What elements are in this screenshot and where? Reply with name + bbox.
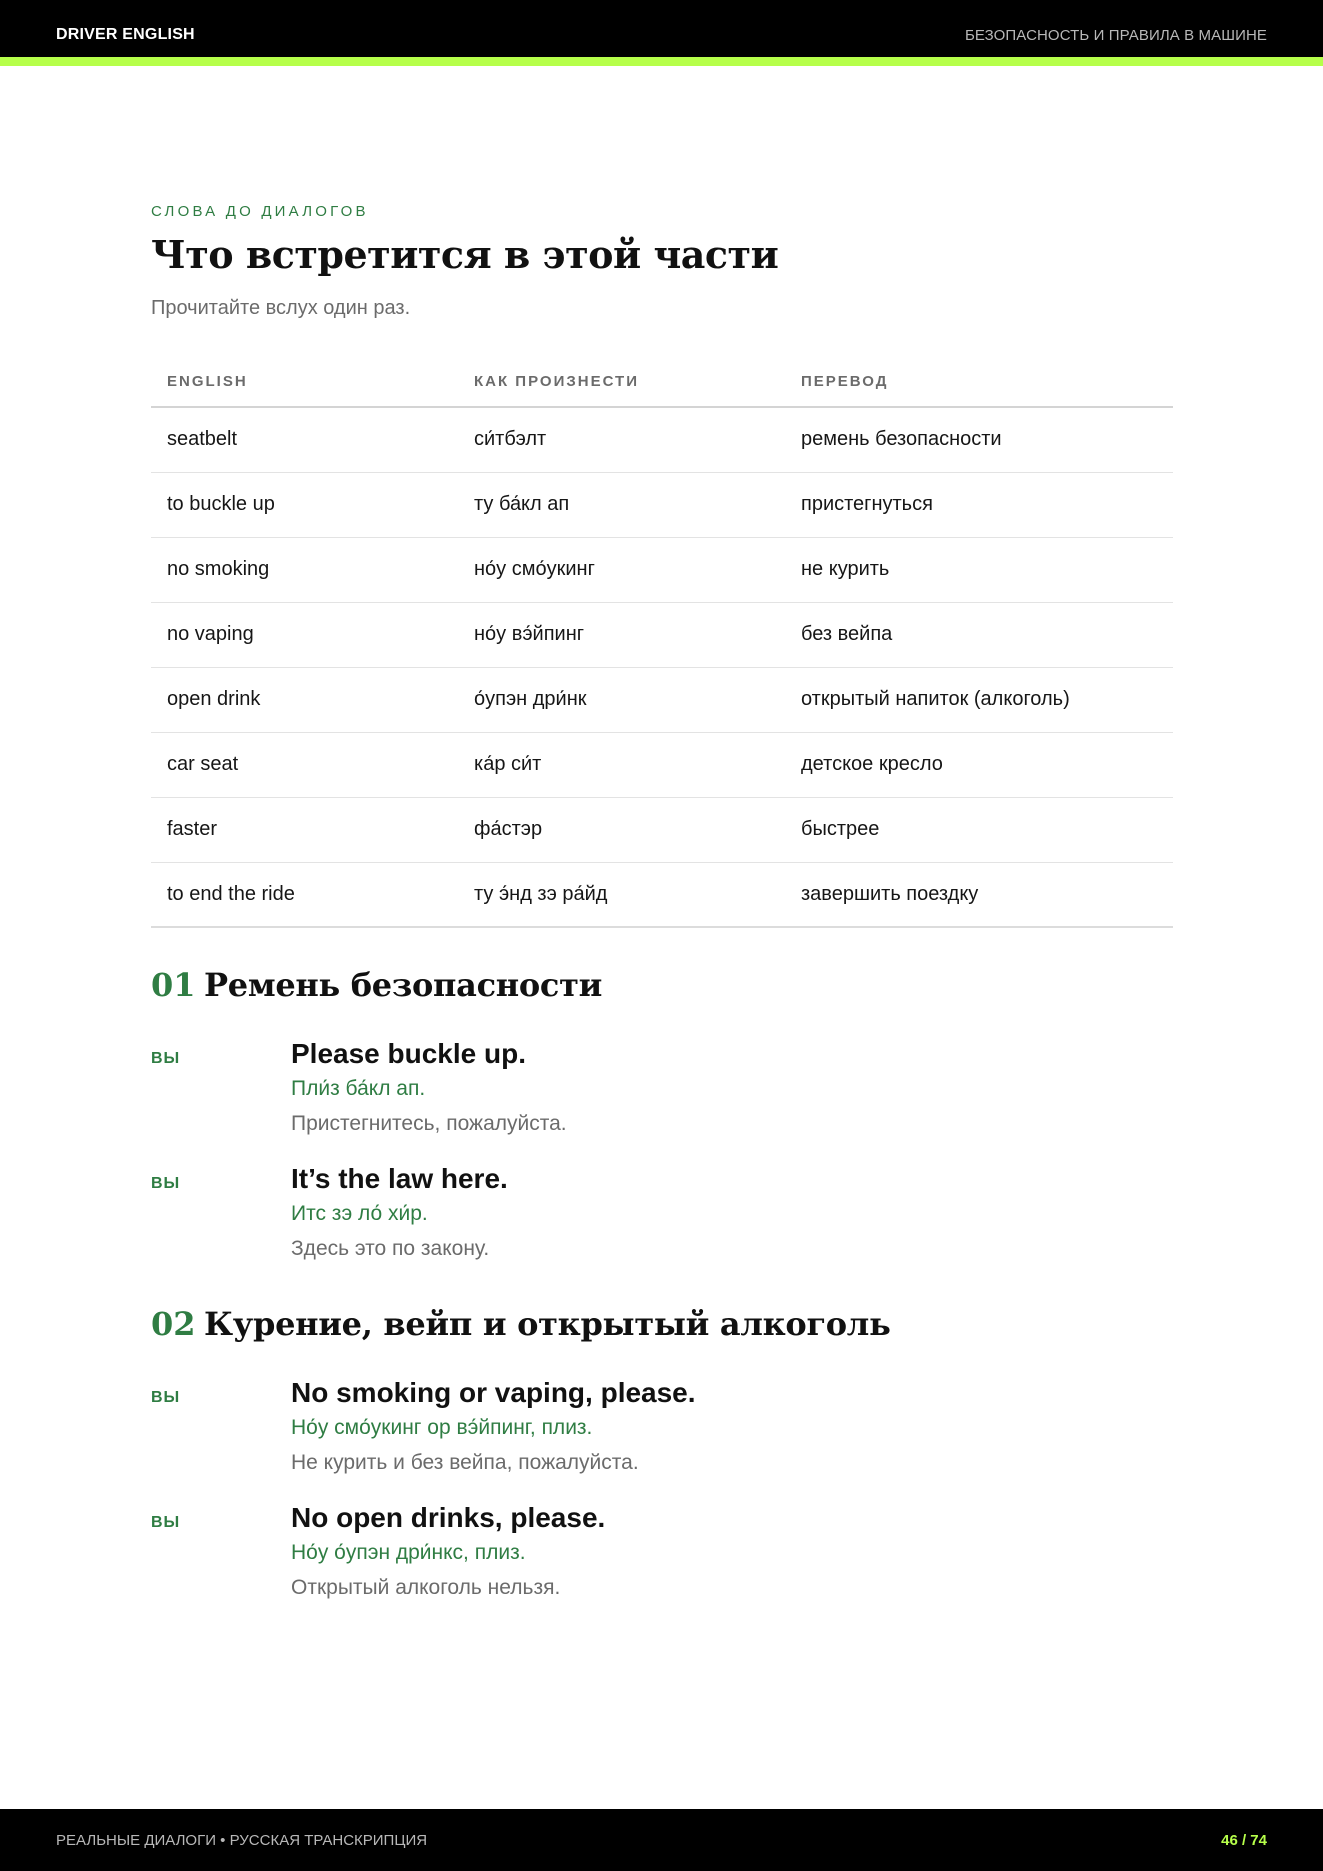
brand-name: DRIVER ENGLISH <box>56 26 195 43</box>
vocab-english: to end the ride <box>151 862 458 927</box>
section-name: БЕЗОПАСНОСТЬ И ПРАВИЛА В МАШИНЕ <box>964 27 1267 44</box>
vocab-pronunciation: ту э́нд зэ ра́йд <box>458 862 785 927</box>
section-title: Курение, вейп и открытый алкоголь <box>204 1305 891 1343</box>
vocab-translation: без вейпа <box>785 602 1173 667</box>
vocab-table <box>151 357 1173 928</box>
vocab-row <box>151 732 1173 797</box>
vocab-header-row <box>151 357 1173 407</box>
vocab-pronunciation: ка́р си́т <box>458 732 785 797</box>
vocab-english: no vaping <box>151 602 458 667</box>
speaker-label: ВЫ <box>151 1175 181 1192</box>
dialogue-line <box>151 1038 1173 1163</box>
vocab-translation: быстрее <box>785 797 1173 862</box>
vocab-translation: завершить поездку <box>785 862 1173 927</box>
vocab-english: faster <box>151 797 458 862</box>
section-number: 02 <box>151 1305 196 1343</box>
vocab-translation: открытый напиток (алкоголь) <box>785 667 1173 732</box>
column-header-translation: ПЕРЕВОД <box>785 357 1173 407</box>
dialogue-line <box>151 1502 1173 1627</box>
dialogue-line <box>151 1163 1173 1288</box>
page-subtitle: Прочитайте вслух один раз. <box>151 297 411 319</box>
vocab-english: car seat <box>151 732 458 797</box>
vocab-row <box>151 667 1173 732</box>
speaker-label: ВЫ <box>151 1050 181 1067</box>
column-header-english: ENGLISH <box>151 357 458 407</box>
english-phrase: It’s the law here. <box>291 1163 508 1194</box>
vocab-translation: не курить <box>785 537 1173 602</box>
eyebrow-label: СЛОВА ДО ДИАЛОГОВ <box>151 203 369 220</box>
russian-meaning: Здесь это по закону. <box>291 1237 490 1260</box>
vocab-pronunciation: фа́стэр <box>458 797 785 862</box>
dialogue-section-smoking <box>151 1305 1173 1627</box>
russian-meaning: Открытый алкоголь нельзя. <box>291 1576 561 1599</box>
english-phrase: Please buckle up. <box>291 1038 526 1069</box>
footer-caption: РЕАЛЬНЫЕ ДИАЛОГИ • РУССКАЯ ТРАНСКРИПЦИЯ <box>56 1832 428 1849</box>
top-bar <box>0 0 1323 66</box>
page-number: 46 / 74 <box>1221 1832 1267 1849</box>
vocab-translation: пристегнуться <box>785 472 1173 537</box>
vocab-row <box>151 797 1173 862</box>
section-heading <box>151 1305 1173 1355</box>
vocab-row <box>151 602 1173 667</box>
vocab-english: to buckle up <box>151 472 458 537</box>
speaker-label: ВЫ <box>151 1514 181 1531</box>
vocab-row <box>151 862 1173 927</box>
vocab-english: seatbelt <box>151 407 458 472</box>
speaker-label: ВЫ <box>151 1389 181 1406</box>
russian-meaning: Не курить и без вейпа, пожалуйста. <box>291 1451 639 1474</box>
vocab-pronunciation: ту ба́кл ап <box>458 472 785 537</box>
dialogue-section-seatbelt <box>151 966 1173 1288</box>
english-phrase: No smoking or vaping, please. <box>291 1377 696 1408</box>
vocab-translation: детское кресло <box>785 732 1173 797</box>
vocab-pronunciation: но́у вэ́йпинг <box>458 602 785 667</box>
russian-meaning: Пристегнитесь, пожалуйста. <box>291 1112 567 1135</box>
dialogue-line <box>151 1377 1173 1502</box>
footer-bar <box>0 1809 1323 1871</box>
english-phrase: No open drinks, please. <box>291 1502 606 1533</box>
transliteration: Пли́з ба́кл ап. <box>291 1077 426 1100</box>
vocab-pronunciation: но́у смо́укинг <box>458 537 785 602</box>
vocab-english: no smoking <box>151 537 458 602</box>
section-heading <box>151 966 1173 1016</box>
vocab-pronunciation: о́упэн дри́нк <box>458 667 785 732</box>
vocab-translation: ремень безопасности <box>785 407 1173 472</box>
vocab-english: open drink <box>151 667 458 732</box>
vocab-row <box>151 407 1173 472</box>
section-title: Ремень безопасности <box>204 966 603 1004</box>
transliteration: Итс зэ ло́ хи́р. <box>291 1202 428 1225</box>
transliteration: Но́у о́упэн дри́нкс, плиз. <box>291 1541 526 1564</box>
vocab-pronunciation: си́тбэлт <box>458 407 785 472</box>
vocab-row <box>151 472 1173 537</box>
vocab-row <box>151 537 1173 602</box>
page-title: Что встретится в этой части <box>151 232 779 277</box>
section-number: 01 <box>151 966 196 1004</box>
column-header-pronunciation: КАК ПРОИЗНЕСТИ <box>458 357 785 407</box>
transliteration: Но́у смо́укинг ор вэ́йпинг, плиз. <box>291 1416 593 1439</box>
